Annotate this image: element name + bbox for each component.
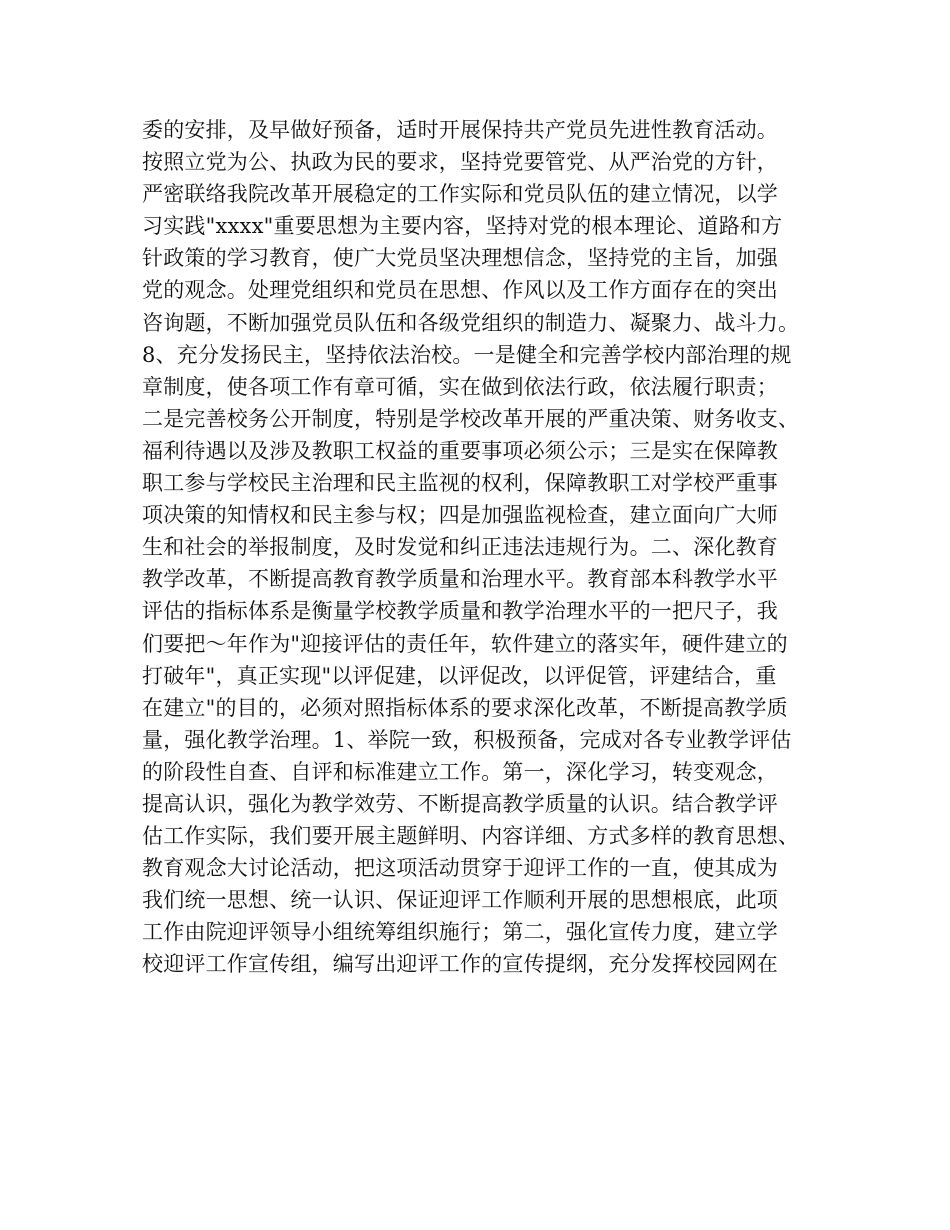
text-line: 咨询题，不断加强党员队伍和各级党组织的制造力、凝聚力、战斗力。 xyxy=(142,310,800,335)
text-line: 在建立"的目的，必须对照指标体系的要求深化改革，不断提高教学质 xyxy=(142,695,788,720)
text-line: 党的观念。处理党组织和党员在思想、作风以及工作方面存在的突出 xyxy=(142,278,778,303)
text-line: 委的安排，及早做好预备，适时开展保持共产党员先进性教育活动。 xyxy=(142,118,778,142)
text-line: 们要把～年作为"迎接评估的责任年，软件建立的落实年，硬件建立的 xyxy=(142,631,788,656)
text-line: 严密联络我院改革开展稳定的工作实际和党员队伍的建立情况，以学 xyxy=(142,182,778,207)
text-line: 福利待遇以及涉及教职工权益的重要事项必须公示；三是实在保障教 xyxy=(142,438,778,463)
text-line: 职工参与学校民主治理和民主监视的权利，保障教职工对学校严重事 xyxy=(142,471,778,496)
text-line: 二是完善校务公开制度，特别是学校改革开展的严重决策、财务收支、 xyxy=(142,406,800,431)
text-line: 校迎评工作宣传组，编写出迎评工作的宣传提纲，充分发挥校园网在 xyxy=(142,952,778,977)
text-line: 项决策的知情权和民主参与权；四是加强监视检查，建立面向广大师 xyxy=(142,503,778,528)
text-line: 估工作实际，我们要开展主题鲜明、内容详细、方式多样的教育思想、 xyxy=(142,824,800,849)
text-line: 我们统一思想、统一认识、保证迎评工作顺利开展的思想根底，此项 xyxy=(142,888,778,913)
text-line: 教学改革，不断提高教育教学质量和治理水平。教育部本科教学水平 xyxy=(142,567,778,592)
text-line: 按照立党为公、执政为民的要求，坚持党要管党、从严治党的方针， xyxy=(142,150,778,175)
text-line: 习实践"xxxx"重要思想为主要内容，坚持对党的根本理论、道路和方 xyxy=(142,214,783,239)
text-line: 针政策的学习教育，使广大党员坚决理想信念，坚持党的主旨，加强 xyxy=(142,246,778,271)
text-line: 提高认识，强化为教学效劳、不断提高教学质量的认识。结合教学评 xyxy=(142,791,778,816)
body-text xyxy=(142,114,832,981)
text-line: 章制度，使各项工作有章可循，实在做到依法行政，依法履行职责； xyxy=(142,374,778,399)
text-line: 评估的指标体系是衡量学校教学质量和教学治理水平的一把尺子，我 xyxy=(142,599,778,624)
text-line: 8、充分发扬民主，坚持依法治校。一是健全和完善学校内部治理的规 xyxy=(142,342,792,367)
text-line: 生和社会的举报制度，及时发觉和纠正违法违规行为。二、深化教育 xyxy=(142,535,778,560)
text-line: 量，强化教学治理。1、举院一致，积极预备，完成对各专业教学评估 xyxy=(142,727,792,752)
text-line: 工作由院迎评领导小组统筹组织施行；第二，强化宣传力度，建立学 xyxy=(142,920,778,945)
text-line: 教育观念大讨论活动，把这项活动贯穿于迎评工作的一直，使其成为 xyxy=(142,856,778,881)
text-line: 的阶段性自查、自评和标准建立工作。第一，深化学习，转变观念， xyxy=(142,759,778,784)
text-line: 打破年"，真正实现"以评促建，以评促改，以评促管，评建结合，重 xyxy=(142,663,777,688)
